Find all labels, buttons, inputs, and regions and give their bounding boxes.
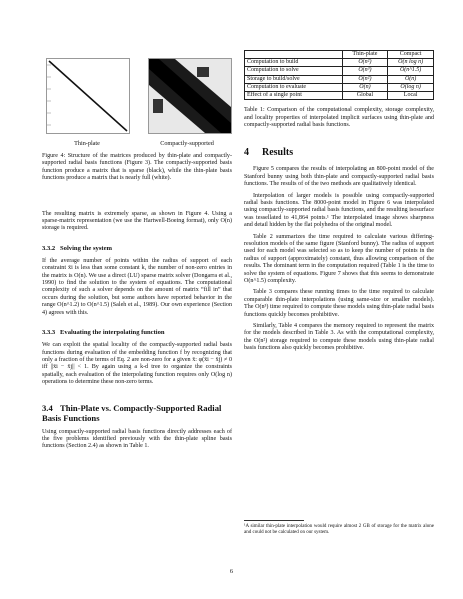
table-row: Computation to build O(n²) O(n log n): [245, 59, 434, 67]
table-header-row: Thin-plate Compact: [245, 51, 434, 59]
paragraph-results-2: Interpolation of larger models is possible using compactly-supported radial basis functions. The 8000-point model in Figure 6 was interpolated using compactly-supported radial basis functions, and the resulting isosurface was tessellated to 41,864 points.¹ The interpolated image shows sharpness and detail hidden by the flat polyhedra of the original model.: [244, 192, 434, 229]
paragraph-evaluating: We can exploit the spatial locality of the compactly-supported radial basis functions during evaluation of the embedding function f by recognizing that only a fraction of the terms of Eq. 2 are non-zero for a given x̄: φ(x̄i − x̄j) ≠ 0 iff ||x̄i − x̄j|| < 1. By again using a k-d tree to organize the constraints spatially, each evaluation of the interpolating function requires only O(log n) operations to determine these non-zero terms.: [42, 342, 232, 386]
compact-diagonal: [149, 59, 231, 133]
section-3-4-heading: 3.4 Thin-Plate vs. Compactly-Supported Radial Basis Functions: [42, 402, 222, 423]
table-1: [244, 50, 434, 100]
compact-block: [153, 99, 163, 113]
section-4-heading: 4 Results: [244, 147, 294, 159]
section-3-3-3-heading: 3.3.3 Evaluating the interpolating function: [42, 329, 165, 337]
paragraph-results-5: Similarly, Table 4 compares the memory required to represent the matrix for the models described in Table 3. As with the computational complexity, the O(n²) storage required to compute these models using thin-plate radial basis functions also quickly becomes prohibitive.: [244, 323, 434, 352]
footnote-rule: [244, 520, 304, 521]
table-row: Computation to solve O(n³) O(n^1.5): [245, 67, 434, 75]
table-row: Storage to build/solve O(n²) O(n): [245, 75, 434, 83]
paragraph-thin-vs-compact: Using compactly-supported radial basis functions directly addresses each of the five problems identified previously with the thin-plate spline basis functions (Section 2.4) as shown in Table 1.: [42, 428, 232, 450]
paragraph-results-4: Table 3 compares these running times to the time required to calculate comparable thin-plate interpolations (using same-size or smaller models). The O(n³) time required to compute these models using thin-plate radial basis functions quickly becomes prohibitive.: [244, 289, 434, 318]
figure-4-caption: Figure 4: Structure of the matrices produced by thin-plate and compactly-supported radial basis functions (Figure 3). The compactly-supported basis function produce a matrix that is sparse (black), while the thin-plate basis functions produce a matrix that is nearly full (white).: [42, 153, 232, 182]
thin-plate-diagonal: [49, 61, 127, 131]
table-row: Effect of a single point Global Local: [245, 91, 434, 99]
footnote: ¹A similar thin-plate interpolation would require almost 2 GB of storage for the matrix alone and could not be calculated on our system.: [244, 524, 434, 536]
paragraph-solving: If the average number of points within the radius of support of each constraint x̄i is less than some constant k, the number of non-zero entries in the matrix is O(n). We use a direct (LU) sparse matrix solver (Dongarra et al., 1990) to find the solution to the system of equations. The computational complexity of such a solver depends on the amount of matrix “fill in” that occurs during the solution, but some authors have reported behavior in the range O(n^1.2) to O(n^1.5) (Saleh et al., 1989). Our own experience (Section 4) agrees with this.: [42, 257, 232, 316]
thin-plate-matrix-svg: [47, 59, 129, 133]
paragraph-results-3: Table 2 summarizes the time required to calculate various differing-resolution models of the same figure (Stanford bunny). The radius of support used for each model was selected so as to keep the number of points in the radius of support (approximately) constant, thus allowing comparison of the results. The dominant term in the computation required (Table 1 is the time to solve the system of equations. Figure 7 shows that this seems to demonstrate O(n^1.5) complexity.: [244, 233, 434, 285]
figure-label-thin-plate: Thin-plate: [74, 140, 100, 147]
compact-matrix-plot: [144, 58, 232, 134]
left-column: [42, 58, 232, 451]
figure-label-compact: Compactly-supported: [160, 140, 214, 147]
table-row: Computation to evaluate O(n) O(log n): [245, 83, 434, 91]
page-number: 6: [229, 568, 234, 575]
paragraph-results-1: Figure 5 compares the results of interpolating an 800-point model of the Stanford bunny using both thin-plate and compactly-supported radial basis functions. The results of of the two methods are qualitatively identical.: [244, 166, 434, 188]
figure-4: [42, 58, 232, 136]
right-column: [244, 50, 434, 353]
compact-matrix-svg: [149, 59, 231, 133]
table-1-caption: Table 1: Comparison of the computational complexity, storage complexity, and locality properties of interpolated implicit surfaces using thin-plate and compactly-supported radial basis functions.: [244, 107, 434, 128]
paragraph-sparse: The resulting matrix is extremely sparse, as shown in Figure 4. Using a sparse-matrix representation (we use the Hartwell-Boeing format), only O(n) storage is required.: [42, 210, 232, 232]
section-3-3-2-heading: 3.3.2 Solving the system: [42, 244, 113, 252]
thin-plate-matrix-plot: [42, 58, 130, 134]
compact-block: [197, 67, 209, 77]
